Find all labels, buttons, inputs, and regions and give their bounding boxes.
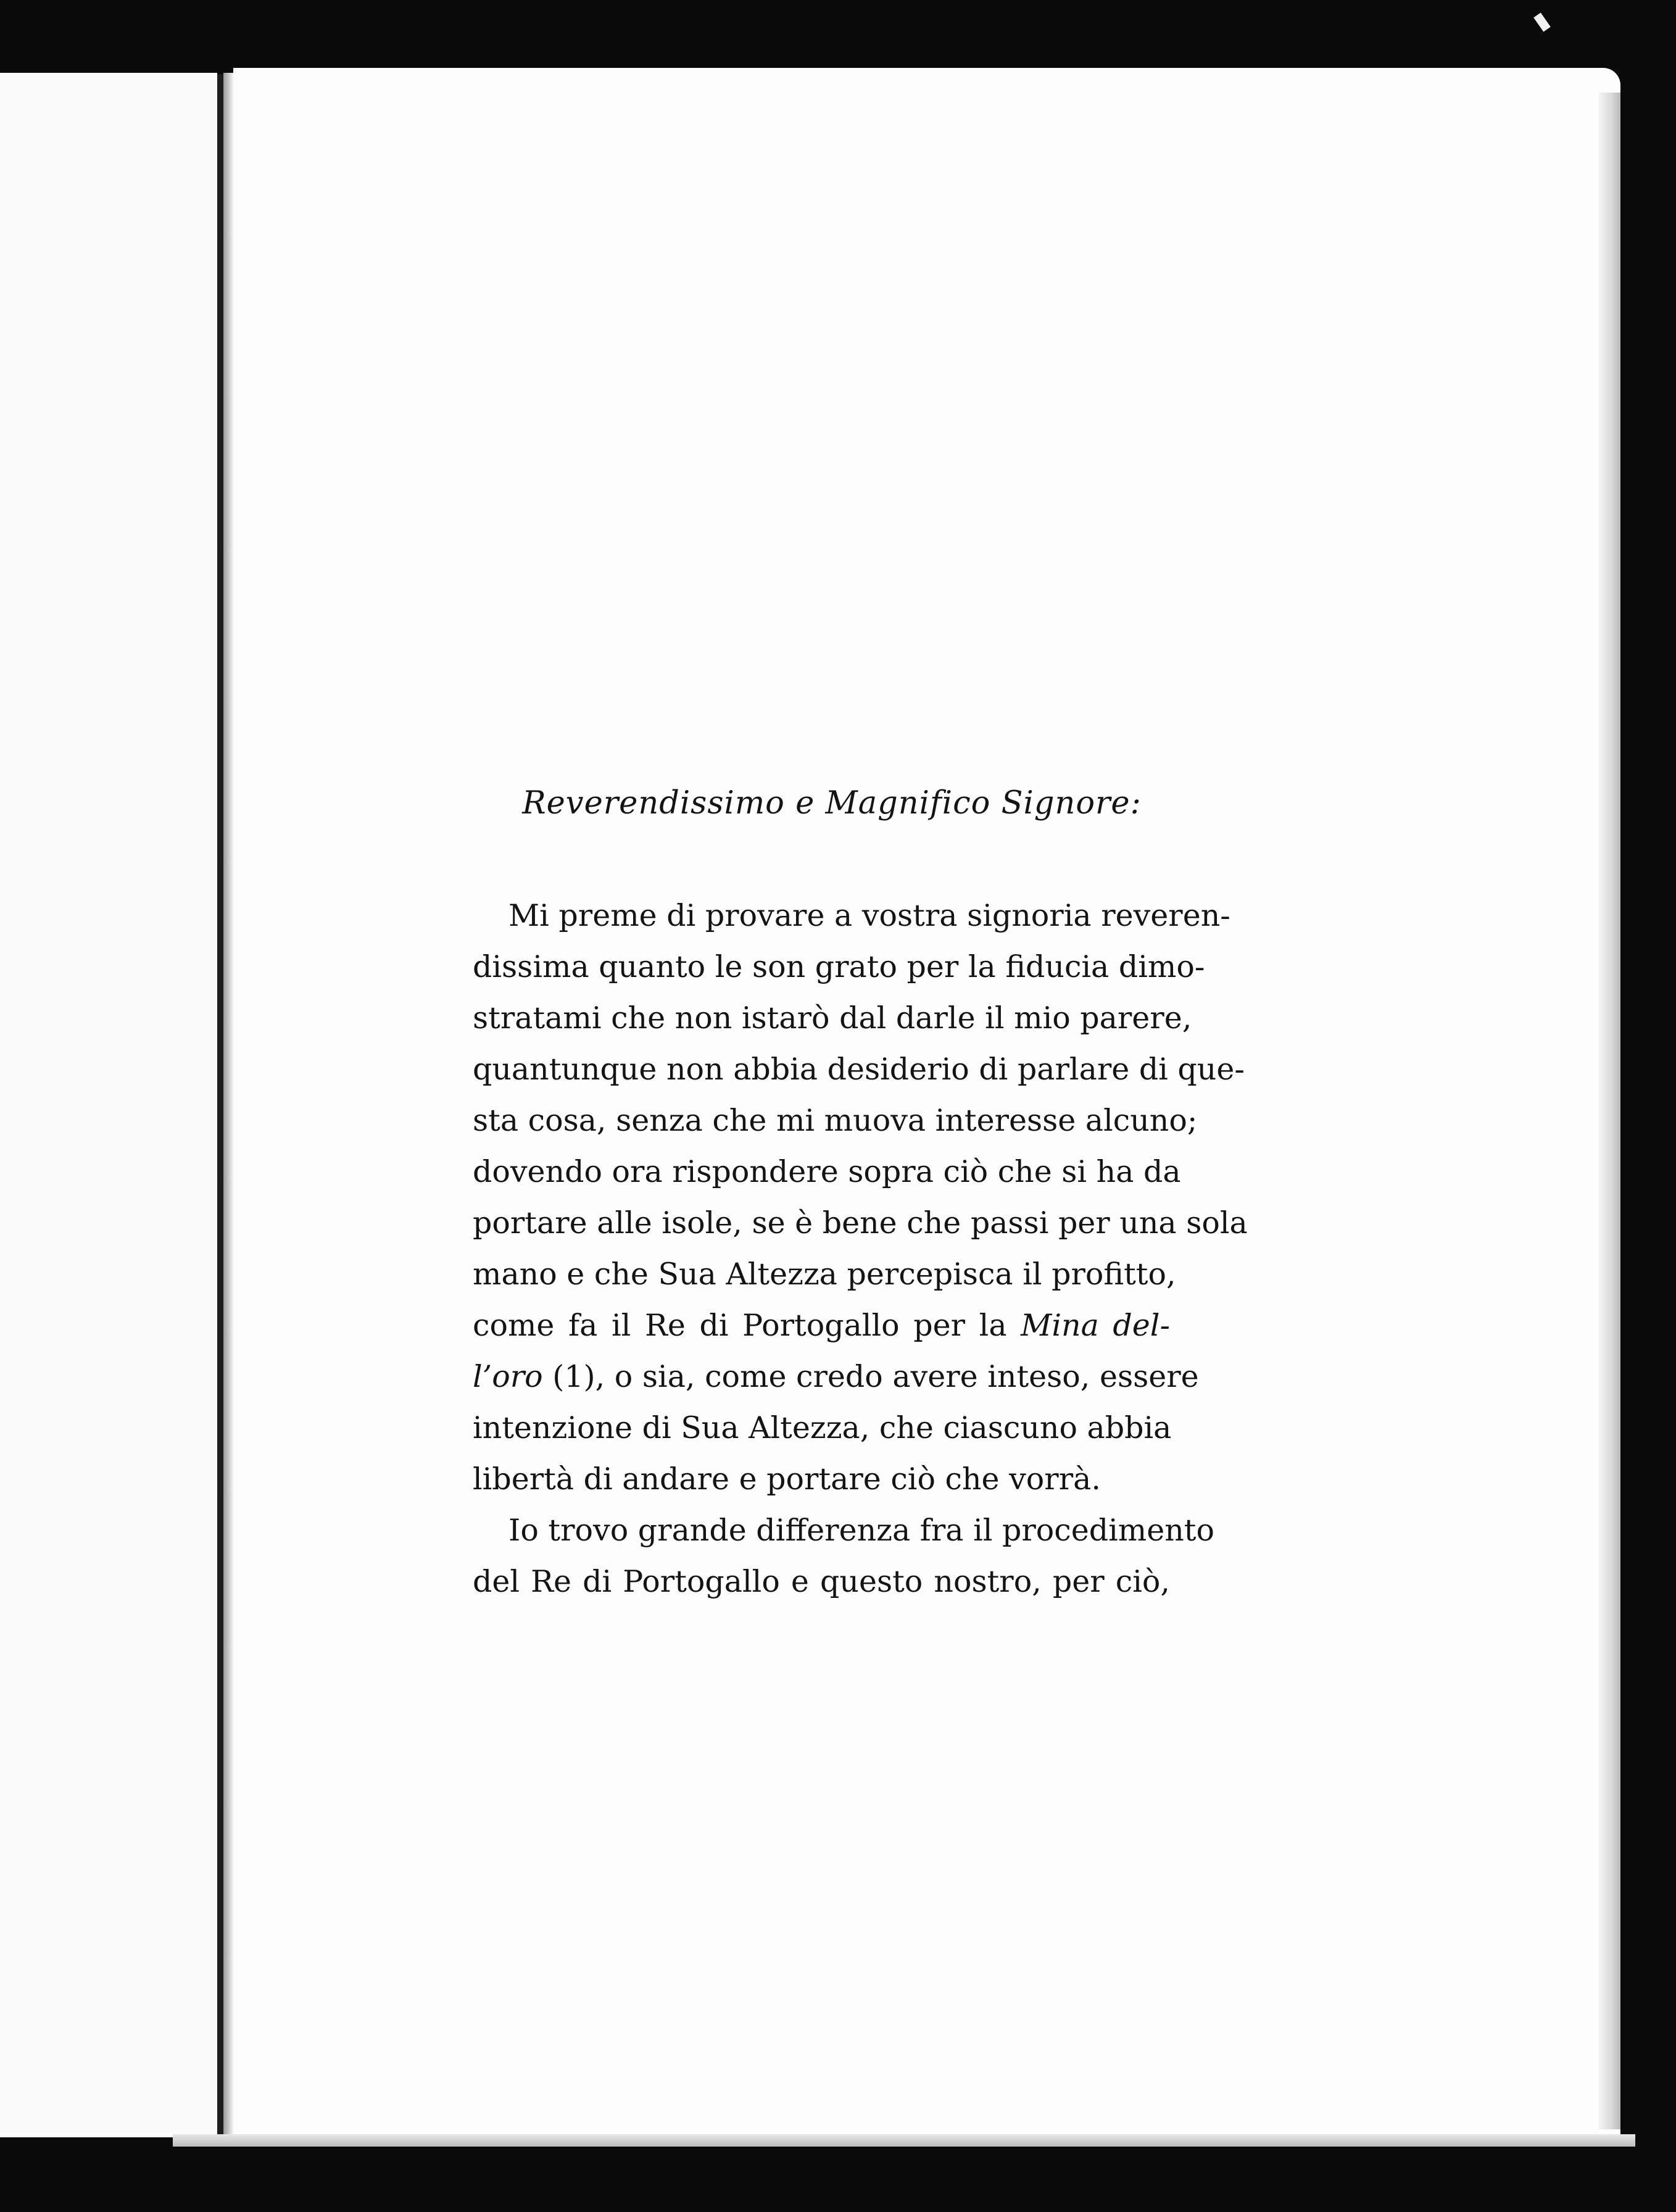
text-line: libertà di andare e portare ciò che vorrà. xyxy=(473,1462,1101,1497)
letter-text xyxy=(473,785,1248,1607)
text-segment: come fa il Re di Portogallo per la xyxy=(473,1308,1007,1343)
text-line xyxy=(473,1300,1170,1351)
salutation: Reverendissimo e Magnifico Signore: xyxy=(522,785,1142,821)
text-line: portare alle isole, se è bene che passi per una sola xyxy=(473,1205,1248,1241)
text-line: stratami che non istarò dal darle il mio parere, xyxy=(473,1000,1192,1036)
paragraph-2 xyxy=(473,1505,1214,1607)
page-bottom-edge xyxy=(173,2134,1635,2147)
text-line: sta cosa, senza che mi muova interesse alcuno; xyxy=(473,1103,1198,1138)
text-line: mano e che Sua Altezza percepisca il profitto, xyxy=(473,1257,1176,1292)
text-line: quantunque non abbia desiderio di parlare di que- xyxy=(473,1052,1245,1087)
text-line: Mi preme di provare a vostra signoria reveren- xyxy=(508,898,1230,933)
text-segment: (1), o sia, come credo avere inteso, essere xyxy=(542,1359,1199,1394)
text-line: Io trovo grande differenza fra il procedimento xyxy=(508,1513,1214,1548)
gutter-shadow xyxy=(223,73,233,2137)
paragraph-1 xyxy=(473,890,1248,1505)
left-page xyxy=(0,73,217,2137)
text-line: intenzione di Sua Altezza, che ciascuno abbia xyxy=(473,1410,1172,1445)
text-line: dissima quanto le son grato per la fiducia dimo- xyxy=(473,949,1205,984)
page-divider-rule xyxy=(217,74,223,2135)
italic-title: l’oro xyxy=(473,1359,543,1394)
text-line xyxy=(473,1351,1199,1402)
scan-corner-mark xyxy=(1533,13,1551,32)
text-line: del Re di Portogallo e questo nostro, per ciò, xyxy=(473,1564,1170,1599)
right-page-edge xyxy=(1598,93,1620,2129)
italic-title: Mina del- xyxy=(1021,1308,1170,1343)
text-line: dovendo ora rispondere sopra ciò che si ha da xyxy=(473,1154,1181,1189)
